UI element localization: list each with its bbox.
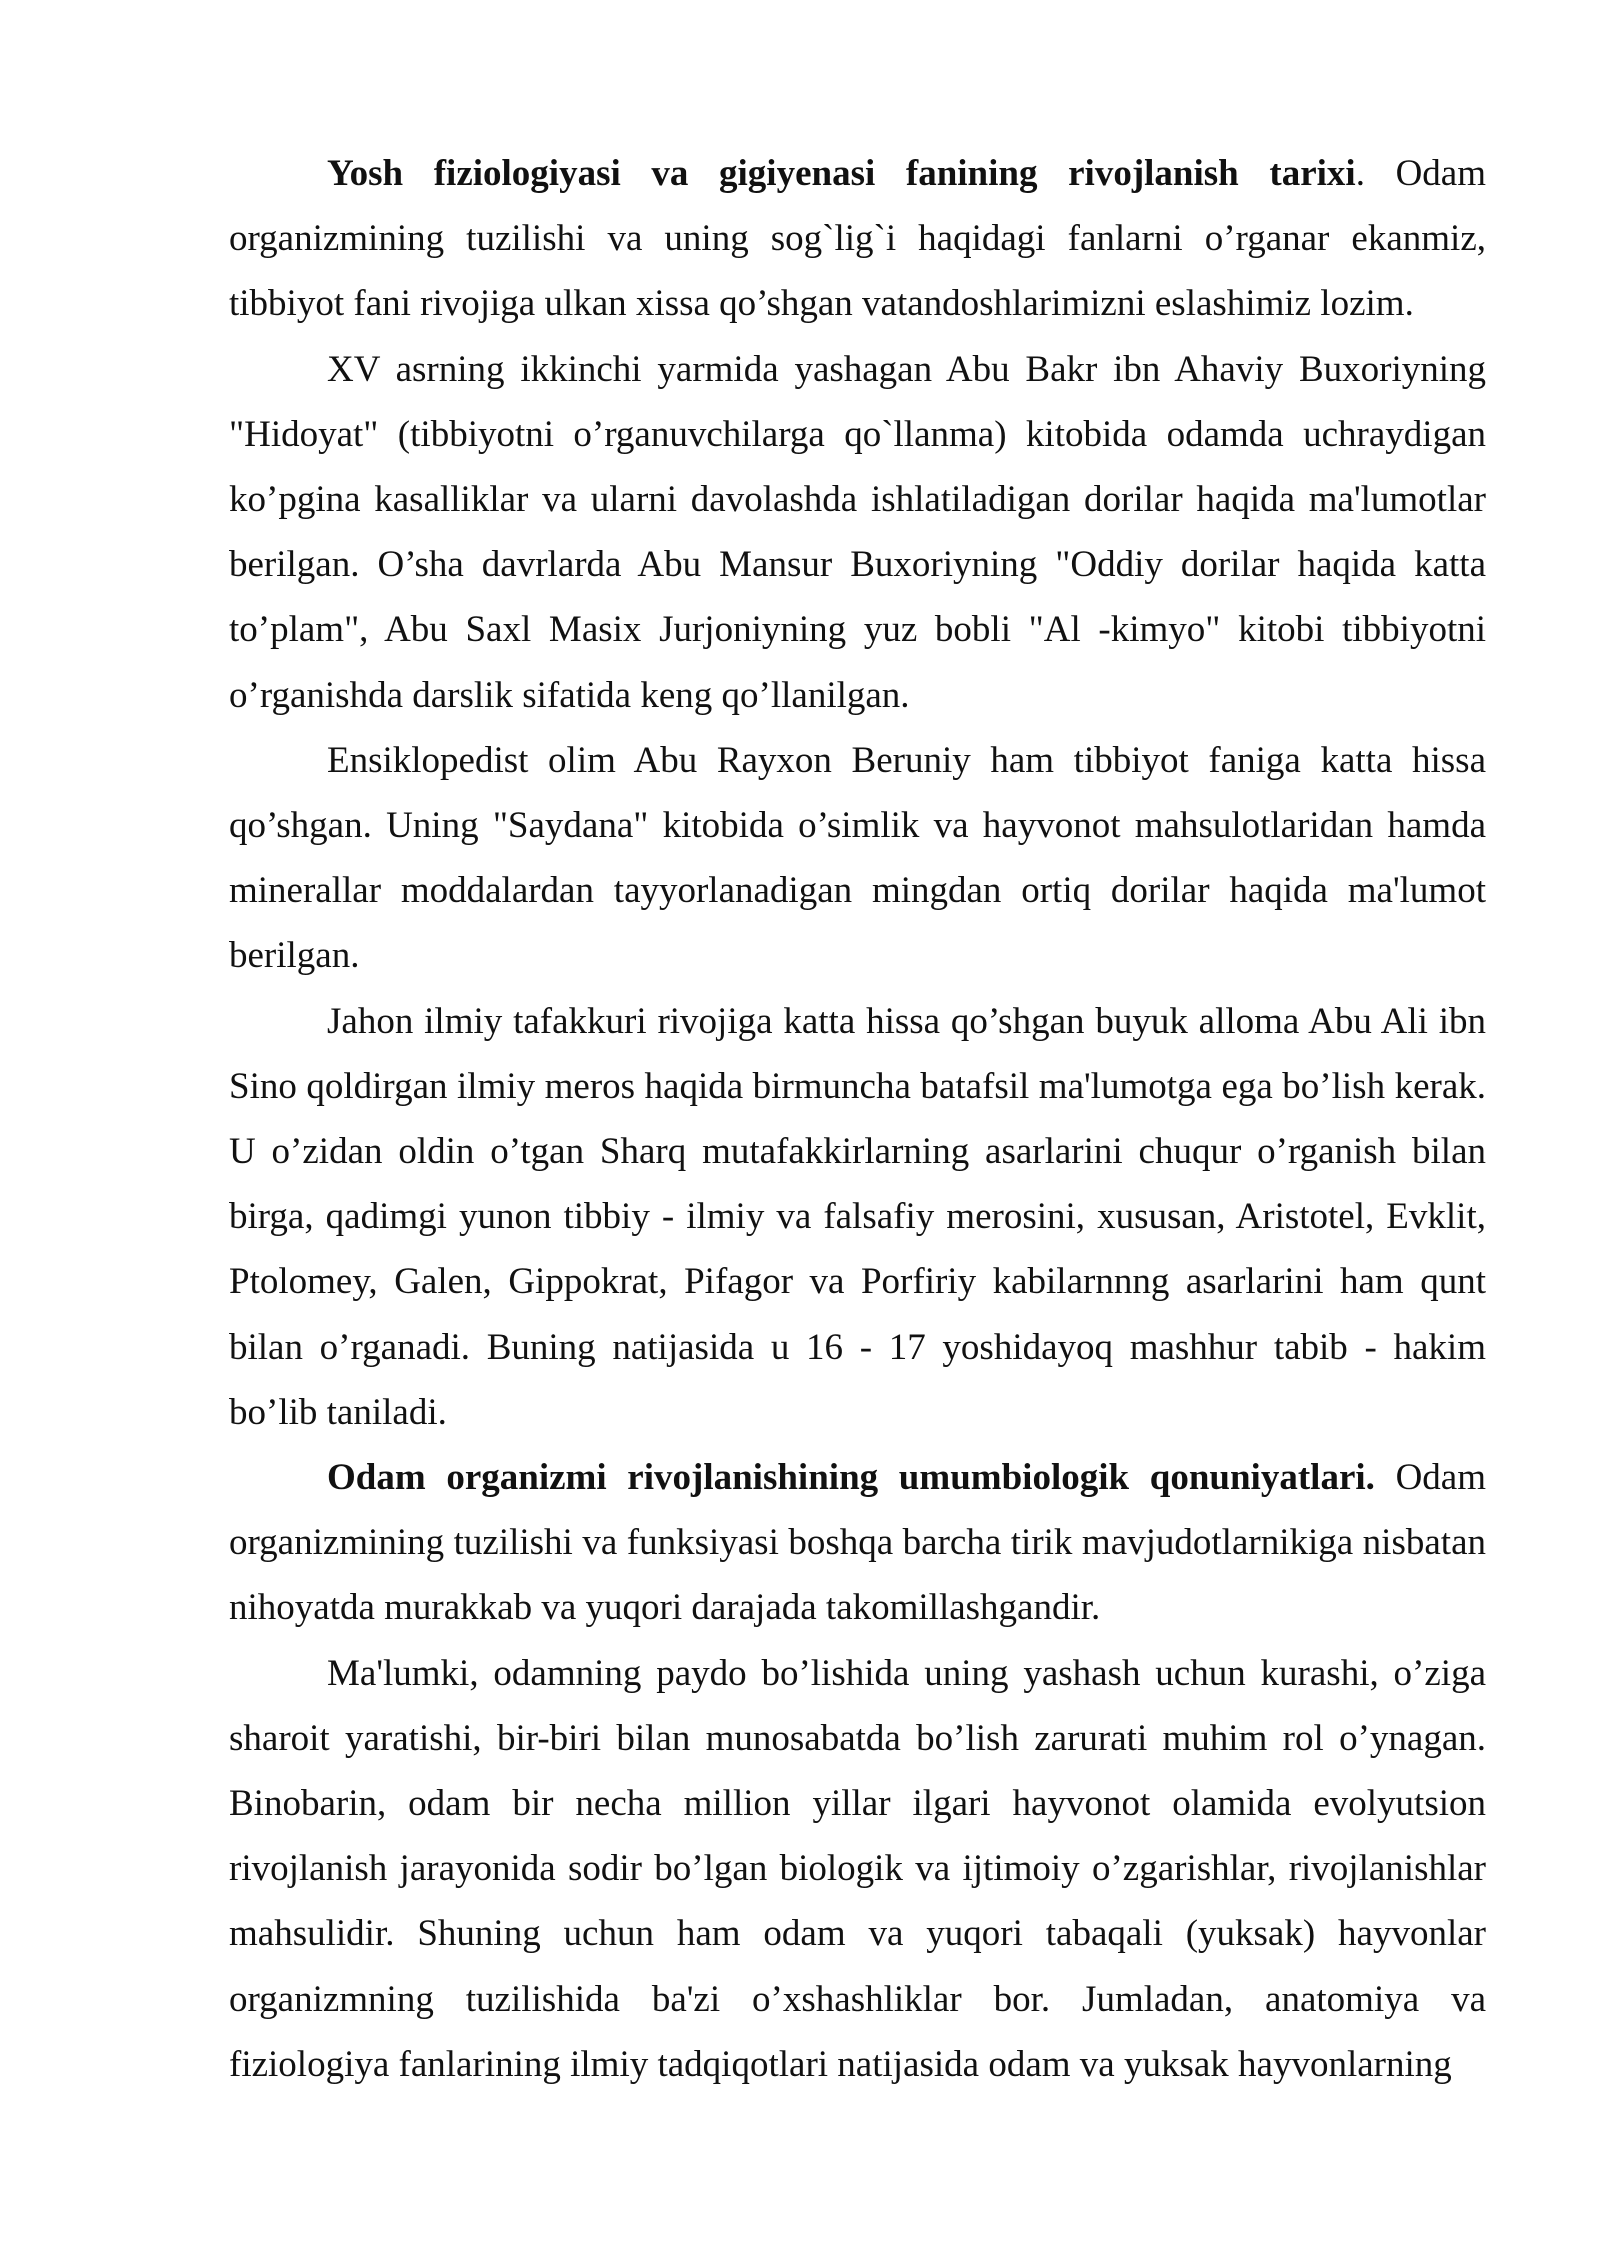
paragraph-biological-laws-heading xyxy=(229,1445,1486,1641)
paragraph-history-heading xyxy=(229,141,1486,337)
section-heading-history: Yosh fiziologiyasi va gigiyenasi fanining rivojlanish tarixi xyxy=(327,153,1356,194)
paragraph-text: Ensiklopedist olim Abu Rayxon Beruniy ham tibbiyot faniga katta hissa qo’shgan. Uning "Saydana" kitobida o’simlik va hayvonot mahsulotlaridan hamda minerallar moddalardan tayyorlanadigan mingdan ortiq dorilar haqida ma'lumot berilgan. xyxy=(229,739,1486,977)
paragraph-text: Jahon ilmiy tafakkuri rivojiga katta hissa qo’shgan buyuk alloma Abu Ali ibn Sino qoldirgan ilmiy meros haqida birmuncha batafsil ma'lumotga ega bo’lish kerak. U o’zidan oldin o’tgan Sharq mutafakkirlarning asarlarini chuqur o’rganish bilan birga, qadimgi yunon tibbiy - ilmiy va falsafiy merosini, xususan, Aristotel, Evklit, Ptolomey, Galen, Gippokrat, Pifagor va Porfiriy kabilarnnng asarlarini ham qunt bilan o’rganadi. Buning natijasida u 16 - 17 yoshidayoq mashhur tabib - hakim bo’lib taniladi. xyxy=(229,1000,1486,1433)
paragraph-beruniy xyxy=(229,728,1486,989)
paragraph-text: . Odam organizmining tuzilishi va uning sog`lig`i haqidagi fanlarni o’rganar ekanmiz, tibbiyot fani rivojiga ulkan xissa qo’shgan vatandoshlarimizni eslashimiz lozim. xyxy=(229,153,1486,325)
paragraph-text: Ma'lumki, odamning paydo bo’lishida uning yashash uchun kurashi, o’ziga sharoit yaratishi, bir-biri bilan munosabatda bo’lish zarurati muhim rol o’ynagan. Binobarin, odam bir necha million yillar ilgari hayvonot olamida evolyutsion rivojlanish jarayonida sodir bo’lgan biologik va ijtimoiy o’zgarishlar, rivojlanishlar mahsulidir. Shuning uchun ham odam va yuqori tabaqali (yuksak) hayvonlar organizmning tuzilishida ba'zi o’xshashliklar bor. Jumladan, anatomiya va fiziologiya fanlarining ilmiy tadqiqotlari natijasida odam va yuksak hayvonlarning xyxy=(229,1652,1486,2085)
paragraph-abu-bakr xyxy=(229,337,1486,728)
paragraph-ibn-sino xyxy=(229,989,1486,1445)
section-heading-biological-laws: Odam organizmi rivojlanishining umumbiologik qonuniyatlari. xyxy=(327,1457,1375,1499)
paragraph-text: XV asrning ikkinchi yarmida yashagan Abu Bakr ibn Ahaviy Buxoriyning "Hidoyat" (tibbiyotni o’rganuvchilarga qo`llanma) kitobida odamda uchraydigan ko’pgina kasalliklar va ularni davolashda ishlatiladigan dorilar haqida ma'lumotlar berilgan. O’sha davrlarda Abu Mansur Buxoriyning "Oddiy dorilar haqida katta to’plam", Abu Saxl Masix Jurjoniyning yuz bobli "Al -kimyo" kitobi tibbiyotni o’rganishda darslik sifatida keng qo’llanilgan. xyxy=(229,348,1486,716)
document-body xyxy=(229,141,1486,2097)
paragraph-evolution xyxy=(229,1641,1486,2097)
paragraph-text: Odam organizmining tuzilishi va funksiyasi boshqa barcha tirik mavjudotlarnikiga nisbatan nihoyatda murakkab va yuqori darajada takomillashgandir. xyxy=(229,1457,1486,1629)
